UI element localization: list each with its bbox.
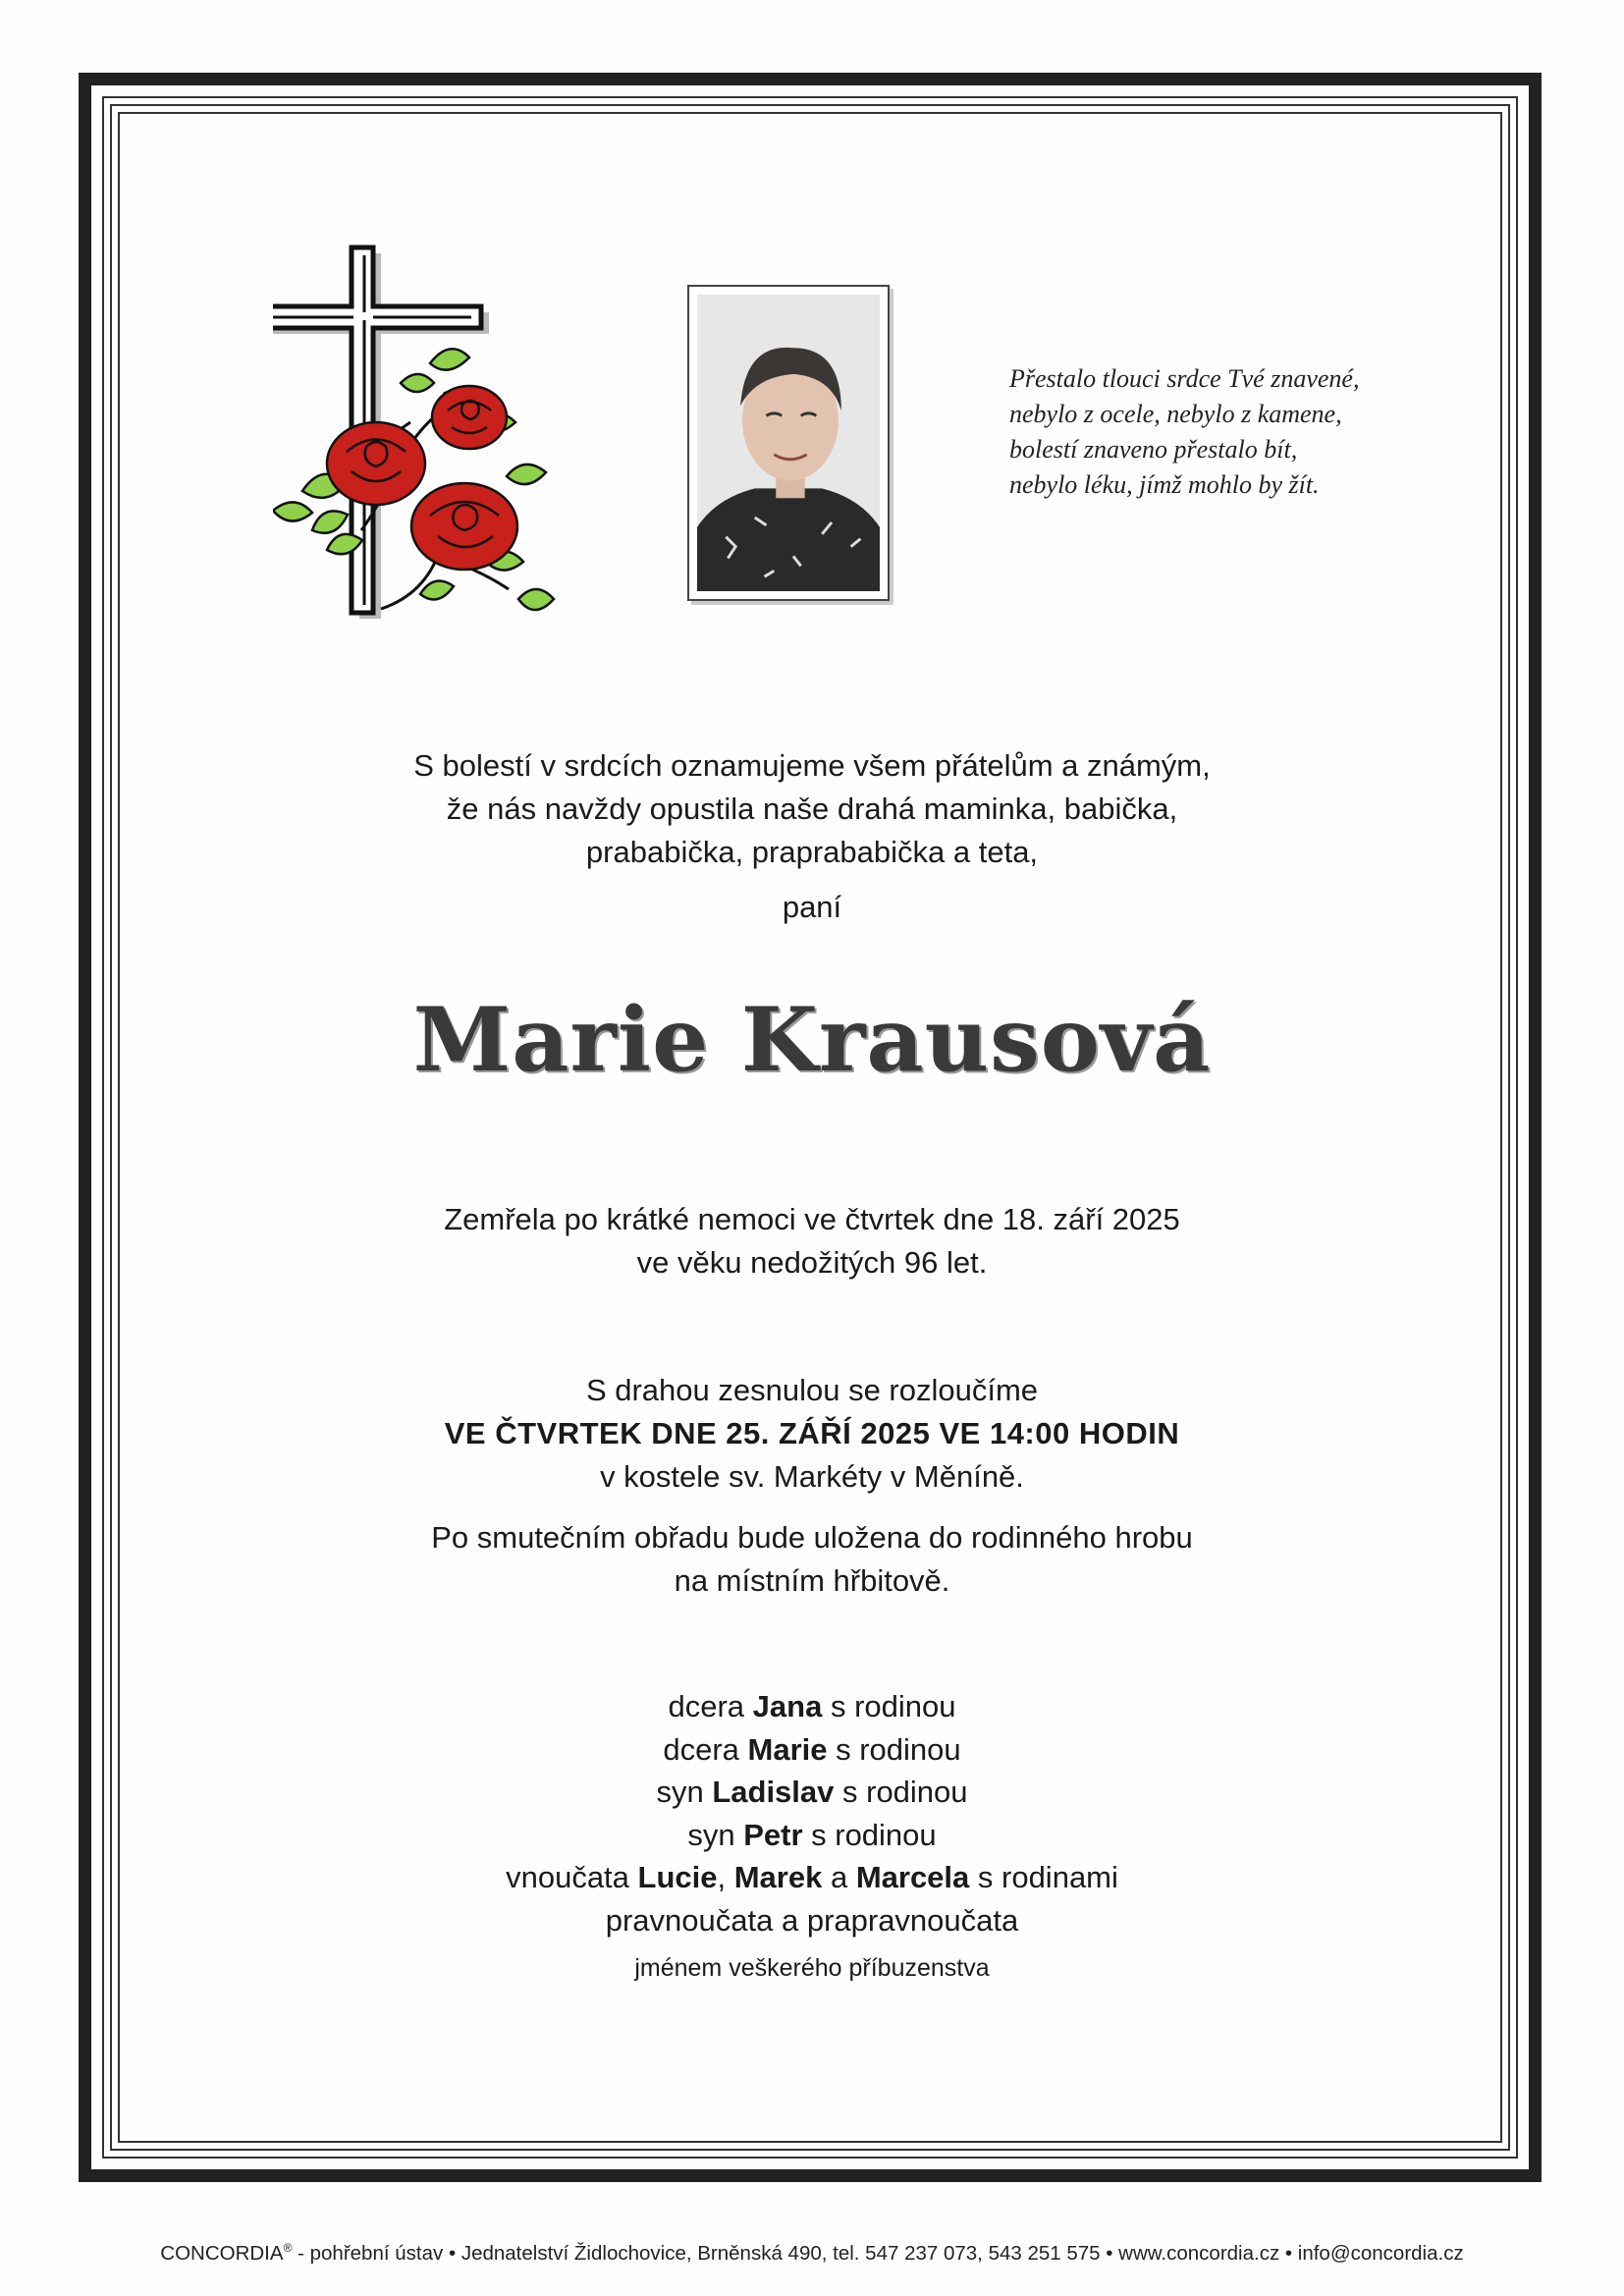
mourner-row [147,1728,1477,1772]
mourner-name: Marcela [855,1860,970,1894]
relation-suffix: s rodinou [802,1817,937,1852]
poem [1009,361,1481,503]
mourner-row [147,1771,1477,1814]
announcement-intro [147,744,1477,874]
deceased-name: Marie Krausová [412,988,1212,1092]
intro-line: S bolestí v srdcích oznamujeme všem přátelům a známým, [413,748,1211,783]
burial-line: Po smutečním obřadu bude uložena do rodinného hrobu [431,1520,1193,1555]
death-line: Zemřela po krátké nemoci ve čtvrtek dne 18. září 2025 [444,1202,1180,1236]
relation: dcera [668,1689,753,1723]
burial-line: na místním hřbitově. [674,1563,950,1598]
mourner-name: Petr [743,1817,803,1852]
poem-line: bolestí znaveno přestalo bít, [1009,435,1298,464]
relation-suffix: s rodinou [834,1775,968,1809]
mourner-row [147,1814,1477,1857]
mourner-name: Marie [747,1731,828,1767]
footer [0,2241,1624,2266]
poem-line: Přestalo tlouci srdce Tvé znavené, [1009,364,1360,393]
death-info [147,1198,1477,1285]
relation: dcera [663,1731,748,1767]
relation-suffix: s rodinami [969,1860,1118,1894]
separator: , [717,1860,734,1894]
relation: syn [687,1817,744,1852]
mourner-name: Marek [733,1860,823,1894]
poem-line: nebylo léku, jímž mohlo by žít. [1009,470,1320,499]
farewell-line: S drahou zesnulou se rozloučíme [585,1373,1039,1407]
footer-brand: CONCORDIA [160,2241,284,2265]
mourner-name: Ladislav [712,1775,835,1809]
farewell-info [147,1369,1477,1499]
relation: vnoučata [506,1860,638,1894]
farewell-datetime: VE ČTVRTEK DNE 25. ZÁŘÍ 2025 VE 14:00 HODIN [444,1416,1180,1450]
portrait-image [697,295,880,591]
farewell-place: v kostele sv. Markéty v Měníně. [600,1459,1024,1494]
intro-line: že nás navždy opustila naše drahá maminka, babička, [446,792,1178,826]
death-line: ve věku nedožitých 96 let. [636,1245,988,1280]
mourner-row [147,1685,1477,1728]
intro-line: prababička, praprababička a teta, [585,835,1039,869]
burial-info [147,1516,1477,1603]
honorific: paní [782,890,842,924]
relation: syn [656,1775,713,1809]
footer-contact: - pohřební ústav • Jednatelství Židlochovice, Brněnská 490, tel. 547 237 073, 543 251 575 • www.concordia.cz • info@concordia.cz [292,2241,1464,2265]
poem-line: nebylo z ocele, nebylo z kamene, [1009,400,1342,428]
cross-with-roses-icon [273,236,558,648]
mourner-row: pravnoučata a prapravnoučata [605,1902,1019,1938]
separator: a [822,1860,856,1894]
registered-mark: ® [283,2241,293,2255]
mourner-name: Jana [752,1689,823,1723]
relation-suffix: s rodinou [827,1731,961,1767]
signature: jménem veškerého příbuzenstva [634,1954,990,1982]
mourner-row [147,1856,1477,1899]
relation-suffix: s rodinou [822,1689,956,1723]
portrait-photo [687,285,890,601]
mourners-list [147,1685,1477,1941]
mourner-name: Lucie [637,1860,718,1894]
